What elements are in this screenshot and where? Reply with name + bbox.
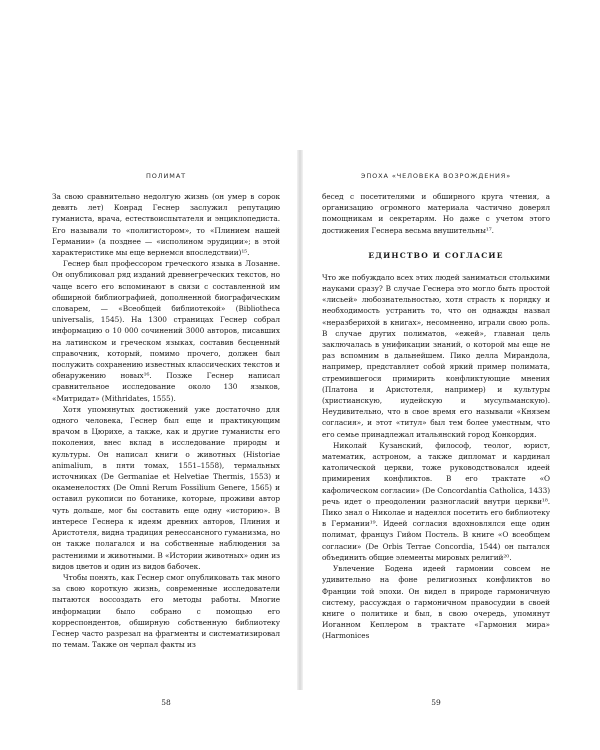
section-heading: ЕДИНСТВО И СОГЛАСИЕ bbox=[368, 250, 504, 260]
right-page-number: 59 bbox=[431, 698, 441, 707]
left-paragraph-4: Чтобы понять, как Геснер смог опубликовать так много за свою короткую жизнь, современные исследователи пытаются воссоздать его методы работы. Многие информации было собрано с помощью его корреспондентов, обширную собственную библиотеку Геснер часто разрезал на фрагменты и систематизировал по темам. Также он черпал факты из bbox=[52, 572, 280, 650]
right-running-head: ЭПОХА «ЧЕЛОВЕКА ВОЗРОЖДЕНИЯ» bbox=[360, 172, 512, 180]
right-paragraph-2: Что же побуждало всех этих людей заниматься столькими науками сразу? В случае Геснера это могло быть простой «лисьей» любознательностью, хотя страсть к порядку и необходимость устранить то, что он однажды назвал «неразберихой в книгах», несомненно, играли свою роль. В случае других полиматов, «ежей», главная цель заключалась в унификации знаний, о которой мы еще не раз вспомним в дальнейшем. Пико делла Мирандола, например, представляет собой яркий пример полимата, стремившегося примирить конфликтующие мнения (Платона и Аристотеля, например) и культуры (христианскую, иудейскую и мусульманскую). Неудивительно, что в свое время его называли «Князем согласия», и этот «титул» был тем более уместным, что его семье принадлежал итальянский город Конкордия. bbox=[322, 272, 550, 439]
right-paragraph-4: Увлечение Бодена идеей гармонии совсем не удивительно на фоне религиозных конфликтов во Франции той эпохи. Он видел в природе гармоничную систему, рассуждая о гармоничном правосудии в своей книге о политике и был, в свою очередь, упомянут Иоганном Кеплером в трактате «Гармония мира» (Harmonices bbox=[322, 564, 550, 641]
right-paragraph-3: Николай Кузанский, философ, теолог, юрист, математик, астроном, а также дипломат и кардинал католической церкви, тоже руководствовался идеей примирения конфликтов. В его трактате «О кафолическом согласии» (De Concordantia Catholica, 1433) речь идет о преодолении разногласий внутри церкви¹⁸. Пико знал о Николае и надеялся посетить его библиотеку в Германии¹⁹. Идеей согласия вдохновлялся еще один полимат, француз Гийом Постель. В книге «О всеобщем согласии» (De Orbis Terrae Concordia, 1544) он пытался объединить общие элементы мировых религий²⁰. bbox=[322, 440, 551, 562]
right-paragraph-1: бесед с посетителями и обширного круга чтения, а организацию огромного материала частично доверял помощникам и секретарям. Но даже с учетом этого достижения Геснера весьма внушительны¹⁷. bbox=[322, 192, 550, 235]
left-paragraph-3: Хотя упомянутых достижений уже достаточно для одного человека, Геснер был еще и практикующим врачом в Цюрихе, а также, как и другие гуманисты его поколения, внес вклад в исследование природы и культуры. Он написал книги о животных (Historiae animalium, в пяти томах, 1551–1558), термальных источниках (De Germaniae et Helvetiae Thermis, 1553) и окаменелостях (De Omni Rerum Fossilium Genere, 1565) и оставил рукописи по ботанике, которые, проживи автор чуть дольше, мог бы составить еще одну «историю». В интересе Геснера к идеям древних авторов, Плиния и Аристотеля, видна традиция ренессансного гуманизма, но он также полагался и на собственные наблюдения за растениями и животными. В «Истории животных» один из видов цветов и один из видов бабочек. bbox=[52, 404, 280, 571]
left-page bbox=[52, 172, 280, 707]
left-running-head: ПОЛИМАТ bbox=[145, 172, 187, 180]
left-page-number: 58 bbox=[161, 698, 171, 707]
left-paragraph-1: За свою сравнительно недолгую жизнь (он умер в сорок девять лет) Конрад Геснер заслужил репутацию гуманиста, врача, естествоиспытателя и энциклопедиста. Его называли то «полигистором», то «Плинием нашей Германии» (а позднее — «исполином эрудиции»; в этой характеристике мы еще вернемся впоследствии)¹⁵. bbox=[52, 192, 280, 258]
left-paragraph-2: Геснер был профессором греческого языка в Лозанне. Он опубликовал ряд изданий древнегреческих текстов, но чаще всего его вспоминают в связи с составленной им обширной библиографией, дополненной биографическим словарем, — «Всеобщей библиотекой» (Bibliotheca universalis, 1545). На 1300 страницах Геснер собрал информацию о 10 000 сочинений 3000 авторов, писавших на латинском и греческом языках, составив бесценный справочник, который, помимо прочего, должен был послужить сохранению известных классических текстов и обнаружению новых¹⁶. Позже Геснер написал сравнительное исследование около 130 языков, «Митридат» (Mithridates, 1555). bbox=[52, 259, 280, 403]
right-page bbox=[322, 172, 551, 707]
book-gutter bbox=[297, 150, 303, 690]
